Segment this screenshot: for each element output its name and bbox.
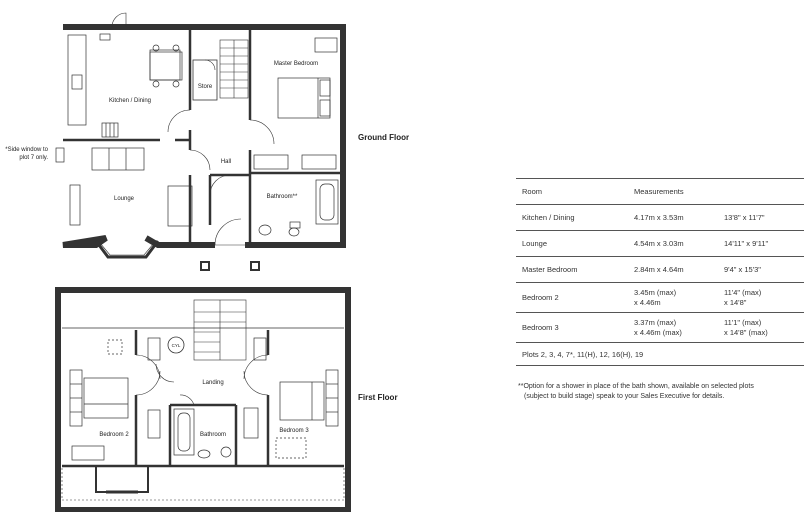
room-label-bedroom-2: Bedroom 2 xyxy=(99,432,129,438)
row-imperial: 13'8" x 11'7" xyxy=(718,205,804,231)
row-imperial: 9'4" x 15'3" xyxy=(718,257,804,283)
row-room: Bedroom 3 xyxy=(516,313,628,343)
row-imperial: 14'11" x 9'11" xyxy=(718,231,804,257)
room-measurements-table xyxy=(516,178,804,366)
ground-floor-plan xyxy=(56,13,343,270)
row-imperial xyxy=(718,313,804,343)
row-metric xyxy=(628,283,718,313)
room-label-lounge: Lounge xyxy=(113,196,135,202)
row-imperial-line: 11'1" (max) xyxy=(724,317,762,327)
row-imperial-line: 11'4" (max) xyxy=(724,287,762,297)
plots-row xyxy=(516,343,804,366)
room-label-store: Store xyxy=(197,84,213,90)
store-cupboard xyxy=(193,60,217,100)
row-imperial-line: x 14'8" (max) xyxy=(724,327,768,337)
side-window-note-2: plot 7 only. xyxy=(19,155,48,161)
room-label-first-bathroom: Bathroom xyxy=(199,432,227,438)
room-label-bedroom-3: Bedroom 3 xyxy=(279,428,309,434)
first-stairs xyxy=(194,300,246,360)
footnote-line-1: **Option for a shower in place of the bath shown, available on selected plots xyxy=(518,383,754,390)
first-floor-title: First Floor xyxy=(358,393,398,402)
room-label-landing: Landing xyxy=(202,380,224,386)
bedroom-2-furniture xyxy=(70,338,160,460)
post-left xyxy=(201,262,209,270)
header-measurements: Measurements xyxy=(628,179,804,205)
footnote-line-2: (subject to build stage) speak to your Sales Executive for details. xyxy=(524,393,725,400)
post-right xyxy=(251,262,259,270)
table-row xyxy=(516,283,804,313)
row-metric: 4.54m x 3.03m xyxy=(628,231,718,257)
first-floor-plan xyxy=(58,290,348,510)
table-row xyxy=(516,231,804,257)
row-metric xyxy=(628,313,718,343)
row-room: Master Bedroom xyxy=(516,257,628,283)
row-imperial xyxy=(718,283,804,313)
row-metric-line: 3.45m (max) xyxy=(634,287,677,297)
table-row xyxy=(516,313,804,343)
plots-text: Plots 2, 3, 4, 7*, 11(H), 12, 16(H), 19 xyxy=(516,343,804,366)
row-metric: 2.84m x 4.64m xyxy=(628,257,718,283)
row-room: Bedroom 2 xyxy=(516,283,628,313)
row-room: Kitchen / Dining xyxy=(516,205,628,231)
row-imperial-line: x 14'8" xyxy=(724,297,747,307)
bedroom-3-furniture xyxy=(244,338,338,458)
room-label-kitchen: Kitchen / Dining xyxy=(108,98,152,104)
row-metric-line: x 4.46m (max) xyxy=(634,327,682,337)
row-metric-line: x 4.46m xyxy=(634,297,661,307)
room-label-ground-bathroom: Bathroom** xyxy=(266,194,298,200)
table-header-row xyxy=(516,179,804,205)
first-interior-walls xyxy=(136,330,268,466)
table-row xyxy=(516,205,804,231)
side-window-note-1: *Side window to xyxy=(5,147,48,153)
kitchen-units xyxy=(68,34,180,137)
cylinder-label: CYL xyxy=(171,343,181,348)
row-metric-line: 3.37m (max) xyxy=(634,317,677,327)
ground-floor-title: Ground Floor xyxy=(358,133,410,142)
row-metric: 4.17m x 3.53m xyxy=(628,205,718,231)
dining-table xyxy=(150,45,182,87)
first-roof-outline xyxy=(58,290,348,510)
table-row xyxy=(516,257,804,283)
master-bed xyxy=(254,38,337,169)
row-room: Lounge xyxy=(516,231,628,257)
ground-stairs xyxy=(220,40,248,98)
lounge-furniture xyxy=(56,148,192,226)
room-label-master: Master Bedroom xyxy=(273,61,319,67)
header-room: Room xyxy=(516,179,628,205)
room-label-hall: Hall xyxy=(220,159,232,165)
ground-bathroom-fittings xyxy=(259,180,338,236)
shower-footnote xyxy=(518,382,808,402)
